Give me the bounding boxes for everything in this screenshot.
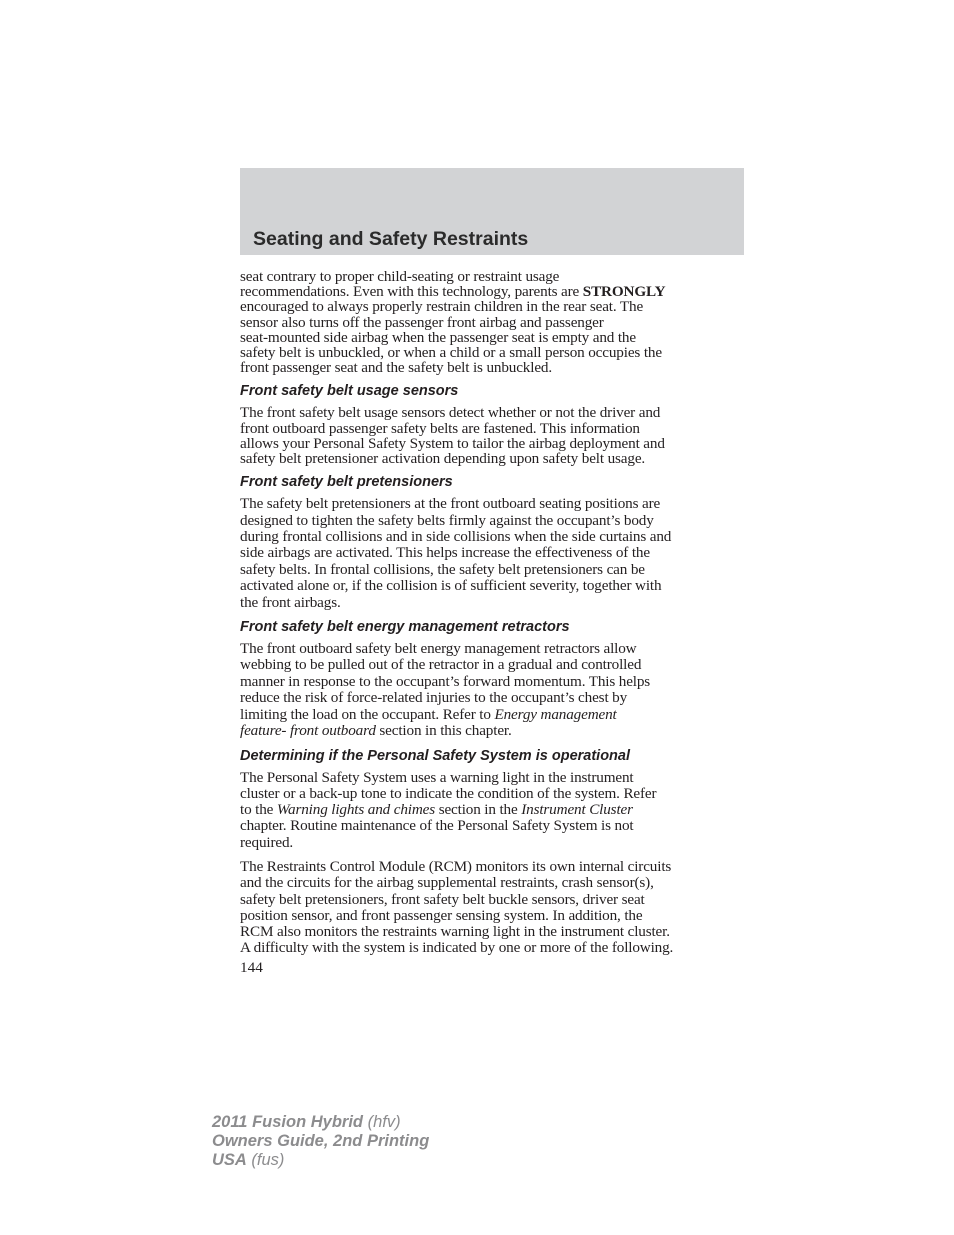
footer-model: 2011 Fusion Hybrid xyxy=(212,1113,363,1131)
section-title: Seating and Safety Restraints xyxy=(253,228,529,250)
operational-paragraph-2: The Restraints Control Module (RCM) monitors its own internal circuits and the circuits for the airbag supplemental restraints, crash sensor(s), safety belt pretensioners, front safety belt buckle sensors, driver seat position sensor, and front passenger sensing system. In addition, the RCM also monitors the restraints warning light in the instrument cluster. A difficulty with the system is indicated by one or more of the following. xyxy=(240,858,674,957)
operational-paragraph-1: The Personal Safety System uses a warning light in the instrument cluster or a back-up tone to indicate the condition of the system. Refer to the Warning lights and chimes section in the Instrument Cluster chapter. Routine maintenance of the Personal Safety System is not required. xyxy=(240,768,657,851)
usage-sensors-paragraph: The front safety belt usage sensors detect whether or not the driver and front outboard passenger safety belts are fastened. This information allows your Personal Safety System to tailor the airbag deployment and safety belt pretensioner activation depending upon safety belt usage. xyxy=(240,404,665,468)
xref-instrument-cluster: Instrument Cluster xyxy=(521,801,633,819)
page-number: 144 xyxy=(240,958,263,976)
heading-operational: Determining if the Personal Safety System is operational xyxy=(240,747,630,764)
retractors-paragraph: The front outboard safety belt energy management retractors allow webbing to be pulled out of the retractor in a gradual and controlled manner in response to the occupant’s forward momentum. This helps reduce the risk of force-related injuries to the occupant’s chest by limiting the load on the occupant. Refer to Energy management feature- front outboard section in this chapter. xyxy=(240,640,651,740)
heading-pretensioners: Front safety belt pretensioners xyxy=(240,474,453,491)
xref-energy-management: Energy management xyxy=(494,705,617,723)
strongly-emphasis: STRONGLY xyxy=(582,283,666,301)
page-content xyxy=(240,269,744,975)
pretensioners-paragraph: The safety belt pretensioners at the front outboard seating positions are designed to tighten the safety belts firmly against the occupant’s body during frontal collisions and in side collisions when the side curtains and side airbags are activated. This helps increase the effectiveness of the safety belts. In frontal collisions, the safety belt pretensioners can be activated alone or, if the collision is of sufficient severity, together with the front airbags. xyxy=(240,495,672,611)
xref-warning-lights: Warning lights and chimes xyxy=(276,801,436,819)
heading-retractors: Front safety belt energy management retractors xyxy=(240,619,570,636)
document-footer: 2011 Fusion Hybrid (hfv) Owners Guide, 2nd Printing USA (fus) xyxy=(212,1113,430,1169)
footer-edition: Owners Guide, 2nd Printing xyxy=(212,1132,430,1150)
section-header-band xyxy=(240,168,744,255)
intro-paragraph: seat contrary to proper child-seating or restraint usage recommendations. Even with this technology, parents are STRONGLY encouraged to always properly restrain children in the rear seat. The sensor also turns off the passenger front airbag and passenger seat-mounted side airbag when the passenger seat is empty and the safety belt is unbuckled, or when a child or a small person occupies the front passenger seat and the safety belt is unbuckled. xyxy=(240,268,666,377)
heading-usage-sensors: Front safety belt usage sensors xyxy=(240,383,459,400)
footer-market: USA xyxy=(212,1151,247,1169)
xref-front-outboard: feature- front outboard xyxy=(240,722,376,740)
